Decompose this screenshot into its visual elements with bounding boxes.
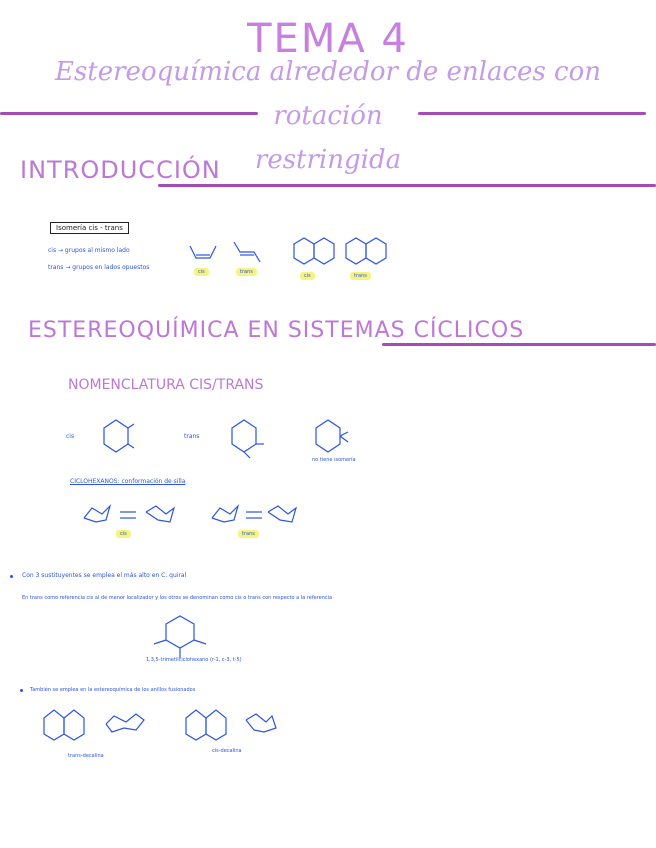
no-isomer-note: no tiene isomería [312, 457, 356, 463]
subtitle-line-2: restringida [254, 145, 402, 175]
chair-tag-cis: cis [116, 530, 131, 538]
label-trans: trans [184, 433, 200, 440]
intro-heading: INTRODUCCIÓN [20, 156, 221, 184]
trans-reference-line: En trans como referencia cis al de menor localizador y los otros se denominan como cis o trans con respecto a la referencia [22, 595, 333, 601]
isomer-box-label: Isomería cis - trans [50, 222, 129, 234]
trimethyl-structure [138, 610, 228, 660]
bullet-2-dot [20, 689, 23, 692]
bullet-1-text: Con 3 sustituyentes se emplea el más alto en C. quiral [22, 572, 187, 579]
tag-trans-2: trans [350, 272, 371, 280]
title-rule-right [418, 112, 646, 115]
page-title: TEMA 4 [247, 16, 409, 62]
cyclic-heading: ESTEREOQUÍMICA EN SISTEMAS CÍCLICOS [28, 318, 525, 343]
label-cis: cis [66, 433, 75, 440]
nomenclature-heading: NOMENCLATURA CIS/TRANS [68, 377, 264, 393]
bullet-1-dot [10, 575, 13, 578]
bullet-2-text: También se emplea en la estereoquímica de los anillos fusionados [30, 687, 196, 693]
chair-tag-trans: trans [238, 530, 259, 538]
title-rule-left [0, 112, 258, 115]
fused-label-trans: trans-decalina [68, 753, 104, 759]
tag-trans-1: trans [236, 268, 257, 276]
fused-label-cis: cis-decalina [212, 748, 242, 754]
subtitle-line-1: Estereoquímica alrededor de enlaces con rotación [54, 57, 602, 131]
cyclic-rule [382, 343, 656, 346]
chair-conformations [80, 500, 300, 530]
fused-ring-structures [40, 706, 280, 746]
intro-line-trans: trans → grupos en lados opuestos [48, 264, 150, 271]
cyclohexanes-label: CICLOHEXANOS: conformación de silla [70, 478, 186, 485]
tag-cis-1: cis [194, 268, 209, 276]
intro-rule [158, 184, 656, 187]
intro-line-cis: cis → grupos al mismo lado [48, 247, 130, 254]
example-caption: 1,3,5-trimetilciclohexano (r-1, c-3, t-5) [146, 657, 242, 663]
tag-cis-2: cis [300, 272, 315, 280]
